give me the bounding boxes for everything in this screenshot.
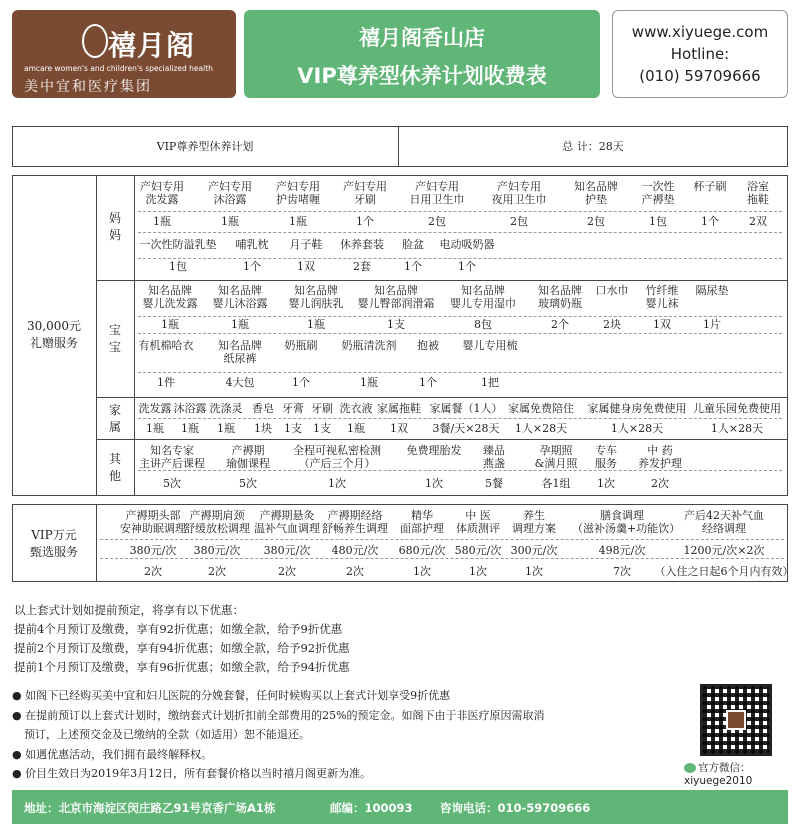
vip-item-name: 产褥期悬灸 温补气血调理 — [254, 509, 320, 535]
baby-item-name: 抱被 — [417, 339, 439, 352]
vip-item-count: 2次 — [144, 565, 162, 578]
contact-box — [612, 10, 788, 98]
title-banner — [244, 10, 600, 98]
baby-item-qty: 4大包 — [225, 376, 255, 389]
other-item-qty: 1次 — [425, 477, 443, 490]
vip-item-price: 300元/次 — [510, 544, 558, 557]
mama-item-name: 浴室 拖鞋 — [747, 180, 769, 206]
family-item-qty: 1支 — [284, 422, 302, 435]
baby-item-name: 知名品牌 纸尿裤 — [218, 339, 262, 365]
baby-item-qty: 1个 — [292, 376, 310, 389]
mama-item-qty: 1瓶 — [289, 215, 307, 228]
family-item-name: 儿童乐园免费使用 — [693, 402, 781, 415]
family-item-name: 家属餐（1人） — [429, 402, 503, 415]
terms-item: ● 如阁下已经购买美中宜和妇儿医院的分娩套餐，任何时候购买以上套式计划享受9折优惠 — [12, 689, 451, 702]
store-title: 禧月阁香山店 — [359, 26, 485, 50]
footer-postcode: 邮编：100093 — [330, 801, 413, 815]
baby-item-name: 知名品牌 婴儿臀部润滑霜 — [357, 284, 435, 310]
family-item-name: 牙刷 — [311, 402, 333, 415]
other-item-name: 全程可视私密检测 （产后三个月） — [293, 444, 381, 470]
mama-item-name: 产妇专用 日用卫生巾 — [409, 180, 465, 206]
mama-item-name: 哺乳枕 — [235, 238, 269, 251]
mama-item-name: 产妇专用 夜用卫生巾 — [491, 180, 547, 206]
family-item-qty: 1双 — [390, 422, 408, 435]
mama-item-qty: 1瓶 — [221, 215, 239, 228]
other-label: 其 他 — [108, 452, 121, 483]
other-item-name: 臻品 燕盏 — [483, 444, 505, 470]
footer-bar — [12, 790, 788, 824]
vip-label-line1: VIP万元 — [31, 528, 77, 542]
family-label: 家 属 — [108, 403, 121, 434]
website-link[interactable]: www.xiyuege.com — [631, 23, 769, 41]
baby-item-qty: 1瓶 — [161, 318, 179, 331]
discount-line: 提前1个月预订及缴费，享有96折优惠；如缴全款，给予94折优惠 — [14, 660, 350, 674]
baby-item-name: 隔尿垫 — [695, 284, 729, 297]
brand-logo — [12, 10, 236, 98]
mama-item-qty: 2双 — [749, 215, 767, 228]
brand-group: 美中宜和医疗集团 — [24, 79, 152, 95]
mama-item-qty: 2套 — [353, 260, 371, 273]
baby-item-name: 知名品牌 婴儿专用湿巾 — [450, 284, 516, 310]
mama-item-name: 休养套装 — [340, 238, 384, 251]
family-item-name: 洗衣液 — [339, 402, 373, 415]
other-item-name: 专车 服务 — [595, 444, 617, 470]
wechat-account: 官方微信：xiyuege2010 — [684, 762, 753, 787]
price-table-title: VIP尊养型休养计划收费表 — [297, 64, 547, 88]
other-item-qty: 2次 — [651, 477, 669, 490]
mama-item-qty: 1包 — [649, 215, 667, 228]
family-item-name: 沐浴露 — [173, 402, 207, 415]
vip-label — [12, 527, 96, 561]
other-item-qty: 5次 — [163, 477, 181, 490]
wechat-icon — [684, 763, 696, 773]
qr-logo-icon — [726, 710, 746, 730]
mama-item-qty: 1包 — [169, 260, 187, 273]
baby-item-qty: 1件 — [157, 376, 175, 389]
vip-item-price: 480元/次 — [331, 544, 379, 557]
mama-item-qty: 1个 — [243, 260, 261, 273]
footer-address: 地址：北京市海淀区闵庄路乙91号京香广场A1栋 — [24, 801, 276, 815]
mama-item-name: 月子鞋 — [289, 238, 323, 251]
vip-item-name: 中 医 体质测评 — [456, 509, 500, 535]
brand-name: 禧月阁 — [108, 29, 196, 62]
mama-item-qty: 1双 — [297, 260, 315, 273]
other-item-qty: 5餐 — [485, 477, 503, 490]
family-item-name: 家属健身房免费使用 — [587, 402, 687, 415]
vip-item-count: 2次 — [208, 565, 226, 578]
vip-item-count: 1次 — [413, 565, 431, 578]
mama-item-name: 脸盆 — [402, 238, 424, 251]
mama-item-name: 电动吸奶器 — [439, 238, 495, 251]
baby-item-qty: 1瓶 — [231, 318, 249, 331]
other-item-qty: 5次 — [239, 477, 257, 490]
baby-item-name: 奶瓶刷 — [284, 339, 318, 352]
family-item-qty: 1瓶 — [181, 422, 199, 435]
vip-item-name: 产后42天补气血 经络调理 — [684, 509, 764, 535]
mama-item-name: 产妇专用 牙刷 — [343, 180, 387, 206]
terms-item: ● 在提前预订以上套式计划时，缴纳套式计划折扣前全部费用的25%的预定金。如阁下由于非医疗原因需取消 — [12, 708, 545, 722]
baby-item-name: 知名品牌 玻璃奶瓶 — [538, 284, 582, 310]
mama-item-name: 产妇专用 沐浴露 — [208, 180, 252, 206]
mama-item-qty: 2包 — [510, 215, 528, 228]
brand-emblem-icon — [82, 24, 108, 58]
mama-item-qty: 1个 — [458, 260, 476, 273]
vip-item-count: 7次 — [613, 565, 631, 578]
family-item-qty: 1瓶 — [217, 422, 235, 435]
mama-item-name: 产妇专用 护齿啫喱 — [276, 180, 320, 206]
terms-item: ● 如遇优惠活动，我们拥有最终解释权。 — [12, 747, 213, 761]
other-item-name: 孕期照 &满月照 — [534, 444, 578, 470]
family-item-qty: 1人×28天 — [514, 422, 568, 435]
family-item-qty: 1人×28天 — [610, 422, 664, 435]
family-item-name: 香皂 — [252, 402, 274, 415]
family-item-name: 洗涤灵 — [209, 402, 243, 415]
family-item-name: 牙膏 — [282, 402, 304, 415]
family-item-qty: 3餐/天×28天 — [432, 422, 500, 435]
baby-item-qty: 1把 — [481, 376, 499, 389]
vip-item-price: 680元/次 — [398, 544, 446, 557]
gift-title: 礼赠服务 — [29, 336, 78, 350]
hotline-number: (010) 59709666 — [639, 67, 761, 85]
baby-item-qty: 1双 — [653, 318, 671, 331]
baby-item-qty: 1瓶 — [360, 376, 378, 389]
vip-item-count: （入住之日起6个月内有效） — [654, 565, 794, 578]
vip-label-line2: 甄选服务 — [29, 545, 78, 559]
baby-item-name: 婴儿专用梳 — [462, 339, 518, 352]
baby-item-name: 知名品牌 婴儿润肤乳 — [288, 284, 344, 310]
vip-item-name: 养生 调理方案 — [512, 509, 556, 535]
family-item-qty: 1瓶 — [146, 422, 164, 435]
mama-item-qty: 1个 — [701, 215, 719, 228]
mama-item-qty: 2包 — [428, 215, 446, 228]
baby-item-qty: 2块 — [603, 318, 621, 331]
mama-item-qty: 1个 — [404, 260, 422, 273]
brand-english: amcare women's and children's specialized health — [24, 64, 213, 73]
vip-item-price: 580元/次 — [454, 544, 502, 557]
family-item-name: 家属免费陪住 — [508, 402, 574, 415]
other-item-qty: 各1组 — [541, 477, 571, 490]
family-item-qty: 1人×28天 — [710, 422, 764, 435]
baby-item-qty: 2个 — [551, 318, 569, 331]
discount-line: 提前4个月预订及缴费，享有92折优惠；如缴全款，给予9折优惠 — [14, 622, 343, 636]
baby-item-name: 奶瓶清洗剂 — [341, 339, 397, 352]
baby-item-qty: 1个 — [419, 376, 437, 389]
mama-item-qty: 2包 — [587, 215, 605, 228]
vip-item-price: 1200元/次×2次 — [683, 544, 765, 557]
vip-item-count: 1次 — [525, 565, 543, 578]
baby-item-name: 知名品牌 婴儿沐浴露 — [212, 284, 268, 310]
baby-item-name: 口水巾 — [595, 284, 629, 297]
family-item-qty: 1瓶 — [347, 422, 365, 435]
vip-item-price: 498元/次 — [598, 544, 646, 557]
terms-item: 预订，上述预交金及已缴纳的全款（如适用）恕不能退还。 — [24, 728, 310, 741]
other-item-qty: 1次 — [328, 477, 346, 490]
vip-item-price: 380元/次 — [263, 544, 311, 557]
baby-item-name: 竹纤维 婴儿袜 — [645, 284, 679, 310]
discount-line: 提前2个月预订及缴费，享有94折优惠；如缴全款，给予92折优惠 — [14, 641, 350, 655]
other-item-name: 免费理胎发 — [406, 444, 462, 457]
gift-label — [12, 318, 96, 352]
vip-item-count: 2次 — [278, 565, 296, 578]
mama-item-qty: 1瓶 — [153, 215, 171, 228]
vip-item-name: 精华 面部护理 — [400, 509, 444, 535]
plan-name: VIP尊养型休养计划 — [156, 140, 254, 153]
family-item-qty: 1支 — [313, 422, 331, 435]
mama-item-name: 一次性 产褥垫 — [641, 180, 675, 206]
other-item-name: 产褥期 瑜伽课程 — [226, 444, 270, 470]
baby-item-qty: 8包 — [474, 318, 492, 331]
mama-item-name: 一次性防溢乳垫 — [139, 238, 217, 251]
family-item-name: 家属拖鞋 — [377, 402, 421, 415]
baby-item-qty: 1支 — [387, 318, 405, 331]
vip-item-count: 2次 — [346, 565, 364, 578]
vip-item-name: 产褥期经络 舒畅养生调理 — [322, 509, 388, 535]
vip-item-name: 膳食调理 （滋补汤羹+功能饮） — [572, 509, 681, 535]
terms-list — [12, 686, 692, 784]
family-item-qty: 1块 — [254, 422, 272, 435]
terms-item: ● 价目生效日为2019年3月12日，所有套餐价格以当时禧月阁更新为准。 — [12, 767, 372, 780]
footer-phone: 咨询电话：010-59709666 — [440, 801, 591, 815]
baby-item-qty: 1片 — [703, 318, 721, 331]
vip-item-name: 产褥期头部 安神助眠调理 — [120, 509, 186, 535]
mama-item-name: 知名品牌 护垫 — [574, 180, 618, 206]
mama-item-name: 杯子刷 — [693, 180, 727, 193]
mama-item-name: 产妇专用 洗发露 — [140, 180, 184, 206]
vip-item-name: 产褥期肩颈 舒缓放松调理 — [184, 509, 250, 535]
family-item-name: 洗发露 — [138, 402, 172, 415]
mama-label: 妈 妈 — [108, 211, 121, 242]
baby-label: 宝 宝 — [108, 323, 121, 354]
gift-value: 30,000元 — [27, 319, 81, 333]
vip-item-price: 380元/次 — [129, 544, 177, 557]
baby-item-qty: 1瓶 — [307, 318, 325, 331]
discount-notes — [14, 601, 350, 677]
other-item-name: 中 药 养发护理 — [638, 444, 682, 470]
hotline-label: Hotline: — [670, 45, 730, 63]
vip-item-count: 1次 — [469, 565, 487, 578]
baby-item-name: 有机棉哈衣 — [138, 339, 194, 352]
mama-item-qty: 1个 — [356, 215, 374, 228]
plan-total: 总 计：28天 — [562, 140, 624, 153]
other-item-qty: 1次 — [597, 477, 615, 490]
discount-line: 以上套式计划如提前预定，将享有以下优惠： — [14, 603, 244, 617]
baby-item-name: 知名品牌 婴儿洗发露 — [142, 284, 198, 310]
vip-item-price: 380元/次 — [193, 544, 241, 557]
other-item-name: 知名专家 主讲产后课程 — [139, 444, 205, 470]
